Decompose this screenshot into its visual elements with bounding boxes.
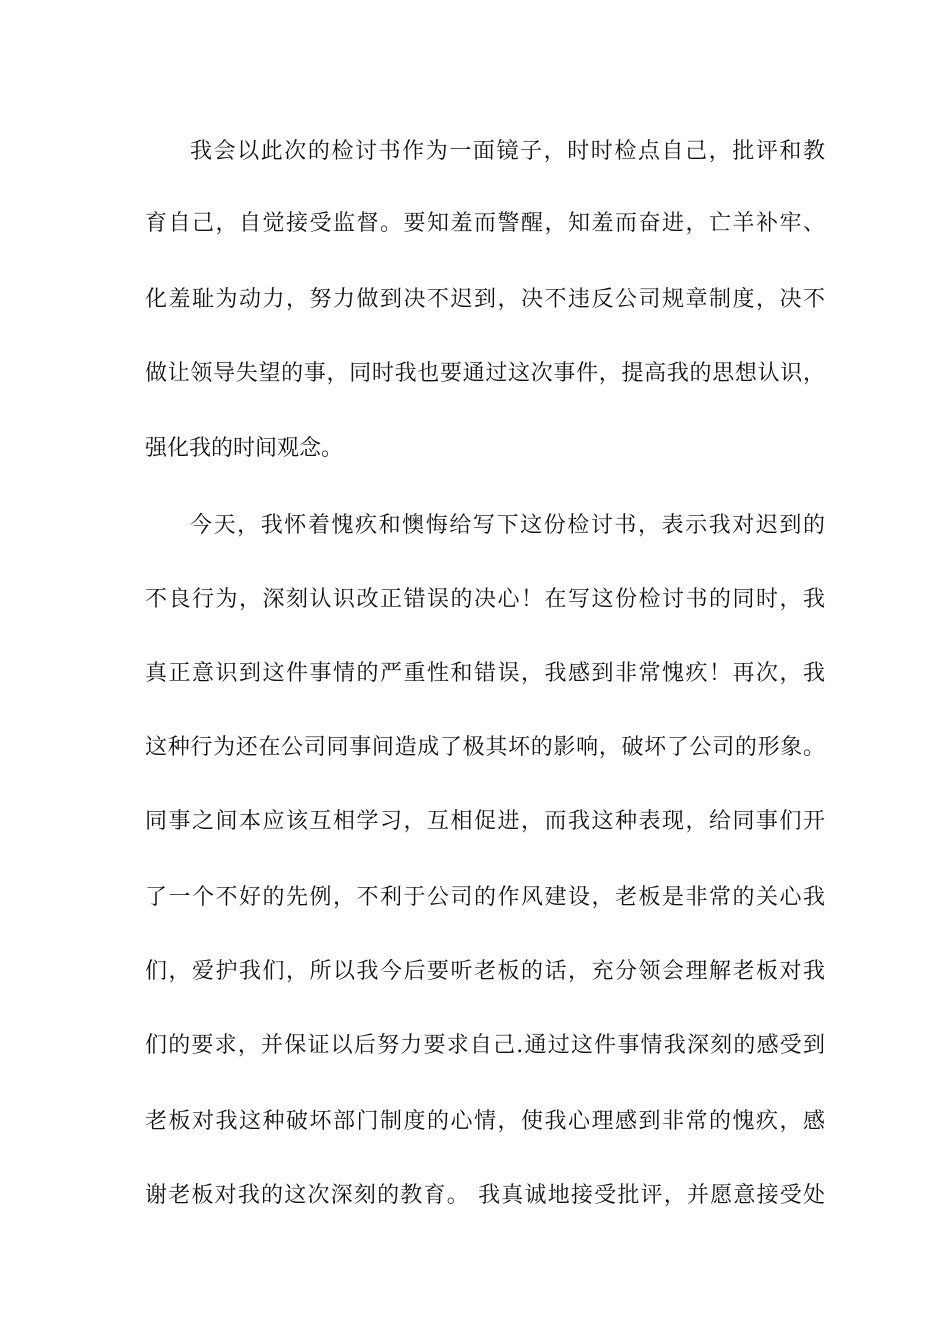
paragraph-2-line-1: 今天，我怀着愧疚和懊悔给写下这份检讨书，表示我对迟到的 [190,513,825,538]
paragraph-2-line-2: 不良行为，深刻认识改正错误的决心！在写这份检讨书的同时，我 [145,587,825,612]
paragraph-2-line-5: 同事之间本应该互相学习，互相促进，而我这种表现，给同事们开 [145,809,825,834]
paragraph-2-line-8: 们的要求，并保证以后努力要求自己.通过这件事情我深刻的感受到 [145,1033,825,1058]
paragraph-2-line-9: 老板对我这种破坏部门制度的心情，使我心理感到非常的愧疚，感 [145,1109,825,1134]
paragraph-2-line-6: 了一个不好的先例，不利于公司的作风建设，老板是非常的关心我 [145,885,825,910]
paragraph-2-line-4: 这种行为还在公司同事间造成了极其坏的影响，破坏了公司的形象。 [145,735,825,760]
paragraph-1-line-5: 强化我的时间观念。 [145,436,344,461]
paragraph-2-line-3: 真正意识到这件事情的严重性和错误，我感到非常愧疚！再次，我 [145,661,825,686]
paragraph-1-line-3: 化羞耻为动力，努力做到决不迟到，决不违反公司规章制度，决不 [145,287,825,312]
paragraph-2-line-10: 谢老板对我的这次深刻的教育。 我真诚地接受批评，并愿意接受处 [145,1183,825,1208]
paragraph-2-line-7: 们，爱护我们，所以我今后要听老板的话，充分领会理解老板对我 [145,959,825,984]
paragraph-1-line-1: 我会以此次的检讨书作为一面镜子，时时检点自己，批评和教 [190,139,825,164]
paragraph-1-line-2: 育自己，自觉接受监督。要知羞而警醒，知羞而奋进，亡羊补牢、 [145,211,825,236]
paragraph-1-line-4: 做让领导失望的事，同时我也要通过这次事件，提高我的思想认识， [145,361,825,386]
